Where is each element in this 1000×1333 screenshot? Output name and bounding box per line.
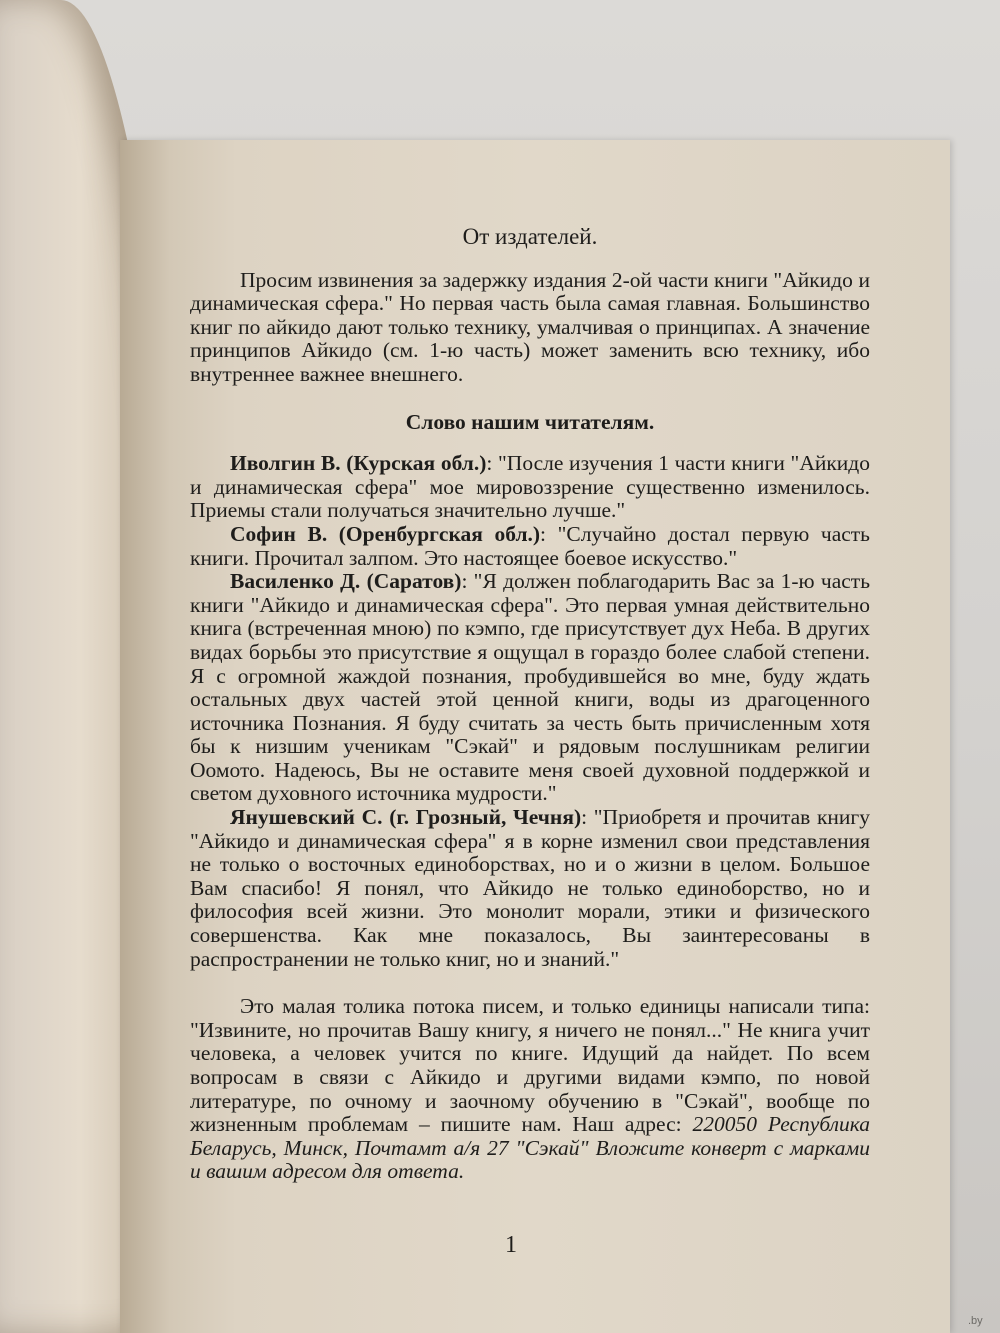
testimonial-text: : "Случайно достал первую часть книги. Прочитал залпом. Это настоящее боевое искусство." (190, 521, 870, 570)
postal-address: 220050 Республика Беларусь, Минск, Почтамт а/я 27 "Сэкай" Вложите конверт с марками и вашим адресом для ответа. (190, 1112, 870, 1184)
testimonial-author: Янушевский С. (г. Грозный, Чечня) (230, 805, 582, 830)
testimonial-author: Иволгин В. (Курская обл.) (230, 451, 487, 476)
testimonial-sofin (190, 523, 870, 570)
closing-text: Это малая толика потока писем, и только единицы написали типа: "Извините, но прочитав Вашу книгу, я ничего не понял..." Не книга учит человека, а человек учится по книге. Идущий да найдет. По всем вопросам в связи с Айкидо и другими видами кэмпо, по новой литературе, по очному и заочному обучению в "Сэкай", вообще по жизненным проблемам – пишите нам. Наш адрес: (190, 994, 870, 1137)
watermark: .by (968, 1315, 983, 1327)
testimonial-text: : "Я должен поблагодарить Вас за 1-ю часть книги "Айкидо и динамическая сфера". Это первая умная действительно книга (встреченная мною) по кэмпо, где присутствует дух Неба. В других видах борьбы это присутствие я ощущал в гораздо более слабой степени. Я с огромной жаждой познания, пробудившейся во мне, буду ждать остальных двух частей этой ценной книги, воды из драгоценного источника Познания. Я буду считать за честь быть причисленным хотя бы к низшим ученикам "Сэкай" и рядовым послушникам религии Оомото. Надеюсь, Вы не оставите меня своей духовной поддержкой и светом духовного источника мудрости." (190, 569, 870, 806)
page-number: 1 (505, 1232, 517, 1258)
testimonial-ivolgin (190, 452, 870, 523)
testimonial-yanushevsky (190, 806, 870, 971)
publishers-heading: От издателей. (462, 224, 598, 249)
page-content (190, 225, 870, 1184)
testimonial-text: : "Приобретя и прочитав книгу "Айкидо и динамическая сфера" я в корне изменил свои представления не только о восточных единоборствах, но и о жизни в целом. Большое Вам спасибо! Я понял, что Айкидо не только единоборство, но и философия всей жизни. Это монолит морали, этики и физического совершенства. Как мне показалось, Вы заинтересованы в распространении не только книг, но и знаний." (190, 805, 870, 971)
closing-paragraph (190, 995, 870, 1184)
testimonial-author: Василенко Д. (Саратов) (230, 569, 462, 594)
testimonial-vasilenko (190, 570, 870, 806)
publishers-paragraph: Просим извинения за задержку издания 2-ой части книги "Айкидо и динамическая сфера." Но первая часть была самая главная. Большинство книг по айкидо дают только технику, умалчивая о принципах. А значение принципов Айкидо (см. 1-ю часть) может заменить всю технику, ибо внутреннее важнее внешнего. (190, 267, 870, 386)
readers-heading: Слово нашим читателям. (405, 409, 655, 434)
testimonial-text: : "После изучения 1 части книги "Айкидо и динамическая сфера" мое мировоззрение существенно изменилось. Приемы стали получаться значительно лучше." (190, 451, 870, 523)
testimonial-author: Софин В. (Оренбургская обл.) (230, 521, 541, 546)
